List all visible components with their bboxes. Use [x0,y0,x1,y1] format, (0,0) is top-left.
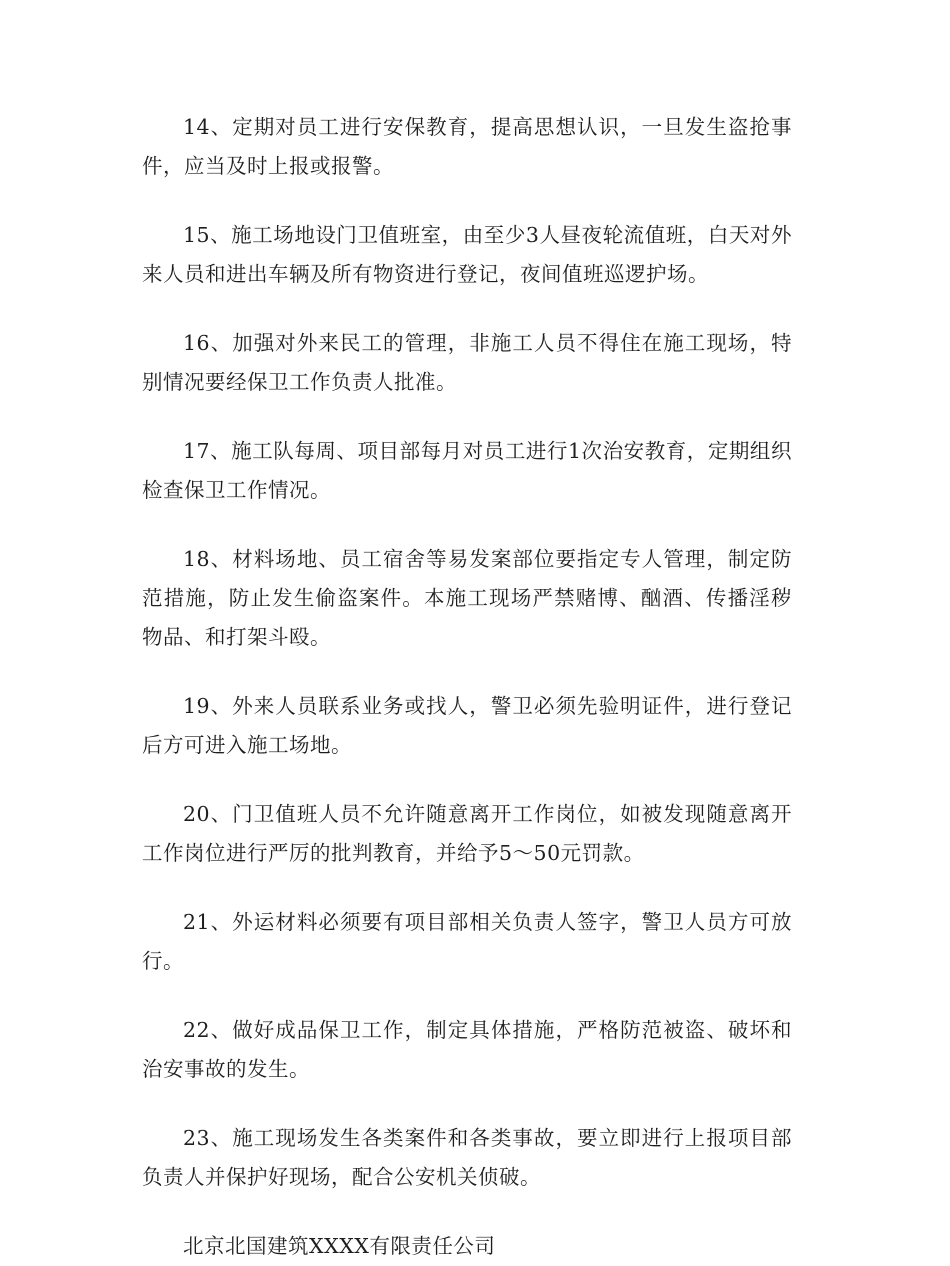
paragraph-item-22: 22、做好成品保卫工作，制定具体措施，严格防范被盗、破坏和治安事故的发生。 [142,1018,792,1081]
paragraph-item-23: 23、施工现场发生各类案件和各类事故，要立即进行上报项目部负责人并保护好现场，配合公安机关侦破。 [142,1126,792,1189]
paragraph-item-19: 19、外来人员联系业务或找人，警卫必须先验明证件，进行登记后方可进入施工场地。 [142,694,792,757]
paragraph-item-15: 15、施工场地设门卫值班室，由至少3人昼夜轮流值班，白天对外来人员和进出车辆及所有物资进行登记，夜间值班巡逻护场。 [142,223,792,286]
paragraph-item-16: 16、加强对外来民工的管理，非施工人员不得住在施工现场，特别情况要经保卫工作负责人批准。 [142,331,792,394]
paragraph-item-18: 18、材料场地、员工宿舍等易发案部位要指定专人管理，制定防范措施，防止发生偷盗案件。本施工现场严禁赌博、酗酒、传播淫秽物品、和打架斗殴。 [142,547,792,649]
paragraph-item-14: 14、定期对员工进行安保教育，提高思想认识，一旦发生盗抢事件，应当及时上报或报警。 [142,115,792,178]
paragraph-item-20: 20、门卫值班人员不允许随意离开工作岗位，如被发现随意离开工作岗位进行严厉的批判教育，并给予5～50元罚款。 [142,802,792,865]
paragraph-item-21: 21、外运材料必须要有项目部相关负责人签字，警卫人员方可放行。 [142,910,792,973]
paragraph-item-17: 17、施工队每周、项目部每月对员工进行1次治安教育，定期组织检查保卫工作情况。 [142,439,792,502]
document-body [142,108,792,1266]
company-signature: 北京北国建筑XXXX有限责任公司 [183,1234,496,1258]
